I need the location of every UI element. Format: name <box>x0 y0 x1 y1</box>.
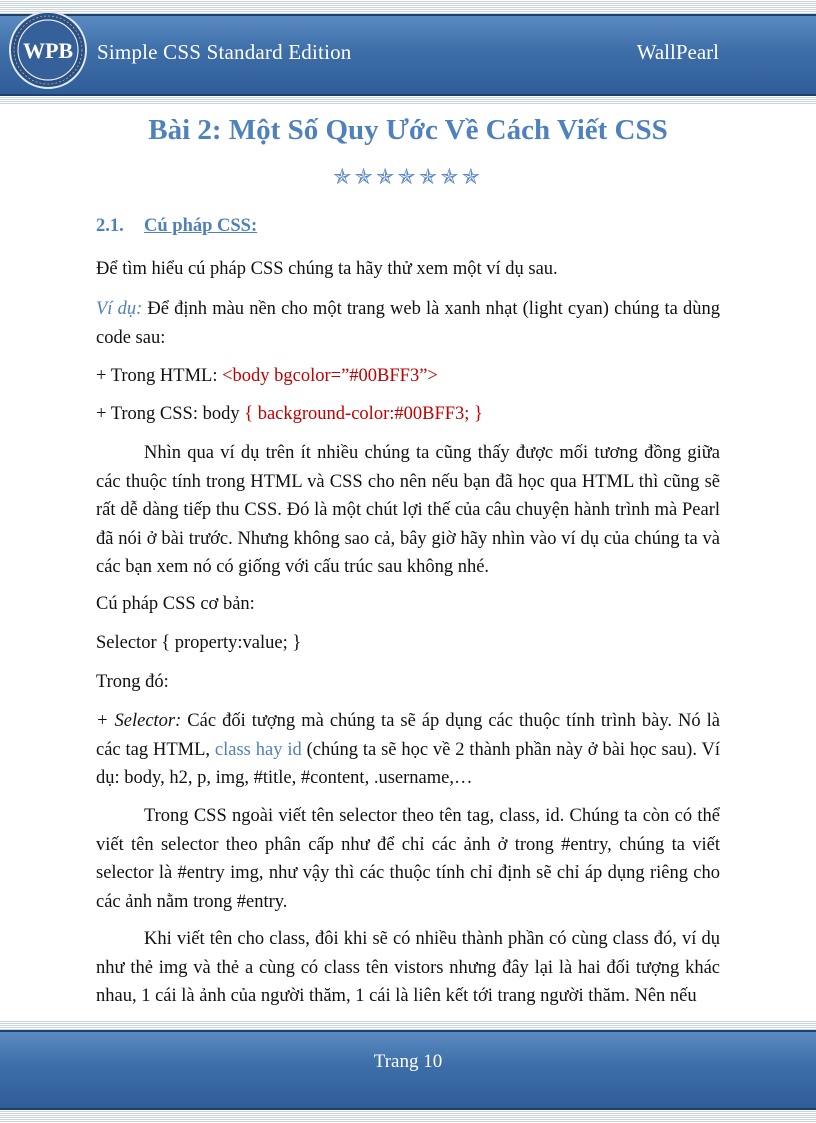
paragraph-syntax-heading: Cú pháp CSS cơ bản: <box>96 594 255 614</box>
css-example-label: + Trong CSS: body <box>96 404 245 424</box>
paragraph-syntax: Selector { property:value; } <box>96 633 302 653</box>
section-title: Cú pháp CSS: <box>144 216 258 236</box>
selector-label: + Selector: <box>96 711 182 731</box>
example-label: Ví dụ: <box>96 299 143 319</box>
class-id-link[interactable]: class hay id <box>214 739 302 760</box>
paragraph-class-naming: Khi viết tên cho class, đôi khi sẽ có nhiều thành phần có cùng class đó, ví dụ như thẻ img và thẻ a cùng có class tên vistors nhưng đây lại là hai đối tượng khác nhau, 1 cái là ảnh của người thăm, 1 cái là liên kết tới trang người thăm. Nên nếu <box>96 929 720 1006</box>
lesson-title: Bài 2: Một Số Quy Ước Về Cách Viết CSS <box>148 114 668 146</box>
html-code: <body bgcolor=”#00BFF3”> <box>222 366 438 386</box>
star-divider-icon: ✯✯✯✯✯✯✯ <box>332 164 484 189</box>
paragraph-where: Trong đó: <box>96 672 169 692</box>
paragraph-example <box>96 295 720 352</box>
paragraph-hierarchy: Trong CSS ngoài viết tên selector theo tên tag, class, id. Chúng ta còn có thể viết tên selector theo phân cấp như để chỉ các ảnh ở trong #entry, chúng ta viết selector là #entry img, như vậy thì các thuộc tính chỉ định sẽ chỉ áp dụng riêng cho các ảnh nằm trong #entry. <box>96 806 720 912</box>
paragraph-selector <box>96 707 720 793</box>
logo-seal-icon <box>8 10 88 90</box>
html-example-label: + Trong HTML: <box>96 366 223 386</box>
example-text: Để định màu nền cho một trang web là xanh nhạt (light cyan) chúng ta dùng code sau: <box>96 299 720 348</box>
css-code: { background-color:#00BFF3; } <box>244 404 483 424</box>
brand-name: WallPearl <box>636 40 719 64</box>
paragraph-comparison: Nhìn qua ví dụ trên ít nhiều chúng ta cũng thấy được mối tương đồng giữa các thuộc tính trong HTML và CSS cho nên nếu bạn đã học qua HTML thì cũng sẽ rất dễ dàng tiếp thu CSS. Đó là một chút lợi thế của câu chuyện hành trình mà Pearl đã nói ở bài trước. Nhưng không sao cả, bây giờ hãy nhìn vào ví dụ của chúng ta và các bạn xem nó có giống với cấu trúc sau không nhé. <box>96 443 720 577</box>
paragraph-intro: Để tìm hiểu cú pháp CSS chúng ta hãy thử xem một ví dụ sau. <box>96 259 558 279</box>
page-number: Trang 10 <box>373 1051 443 1072</box>
section-number: 2.1. <box>96 216 124 236</box>
section-heading <box>96 216 257 237</box>
paragraph-html-example <box>96 362 720 391</box>
svg-text:WPB: WPB <box>22 38 74 63</box>
selector-text-b: (chúng ta sẽ học về 2 thành phần này ở bài học sau). Ví dụ: body, h2, p, img, #title, #content, .username,… <box>96 739 720 788</box>
document-title: Simple CSS Standard Edition <box>97 40 352 64</box>
paragraph-css-example <box>96 400 720 429</box>
selector-text-a: Các đối tượng mà chúng ta sẽ áp dụng các thuộc tính trình bày. Nó là các tag HTML, <box>96 711 720 760</box>
